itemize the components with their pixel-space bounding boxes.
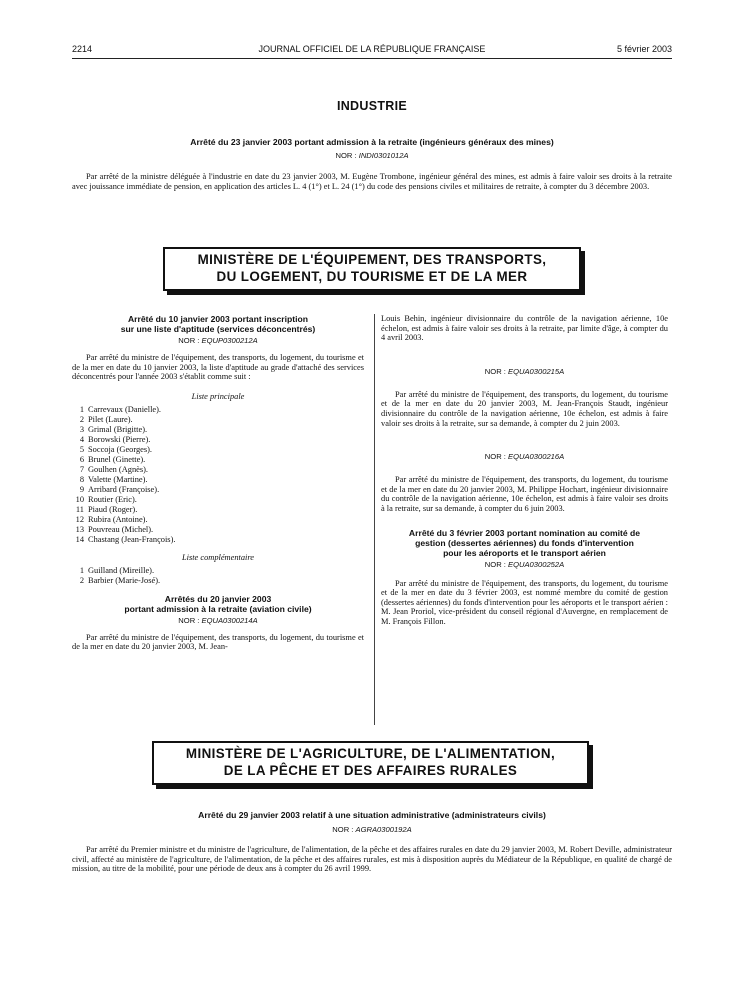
arrete-title-line: Arrêté du 3 février 2003 portant nomination au comité de xyxy=(408,527,641,538)
list-item xyxy=(72,445,364,455)
list-item xyxy=(72,435,364,445)
nor-staudt xyxy=(381,367,668,376)
body-hochart: Par arrêté du ministre de l'équipement, des transports, du logement, du tourisme et de la mer en date du 20 janvier 2003, M. Philippe Hochart, ingénieur divisionnaire du contrôle de la navigation aérienne, 10e échelon, est admis à faire valoir ses droits à la retraite, sur sa demande, à compter du 6 juin 2003. xyxy=(381,475,668,513)
body-retraite-behin-start: Par arrêté du ministre de l'équipement, des transports, du logement, du tourisme et de la mer en date du 20 janvier 2003, M. Jean- xyxy=(72,632,364,652)
nor-label: NOR : xyxy=(484,559,506,569)
list-item-number: 7 xyxy=(79,464,84,474)
list-item-number: 13 xyxy=(75,524,84,534)
list-item-number: 2 xyxy=(79,575,84,585)
header-rule xyxy=(72,58,672,59)
list-item-number: 2 xyxy=(79,414,84,424)
nor-label: NOR : xyxy=(178,336,200,345)
nor-label: NOR : xyxy=(484,452,506,462)
list-item-name: Piaud (Roger). xyxy=(88,504,138,514)
arrete-title-line: portant admission à la retraite (aviation civile) xyxy=(124,603,312,614)
liste-complementaire xyxy=(72,566,364,586)
list-item xyxy=(72,566,364,576)
body-retraite-behin-cont: Louis Behin, ingénieur divisionnaire du contrôle de la navigation aérienne, 10e échelon, est admis à faire valoir ses droits à la retraite, par limite d'âge, à compter du 4 avril 2003. xyxy=(381,314,668,343)
arrete-title-line: pour les aéroports et le transport aérien xyxy=(443,547,606,558)
arrete-title-agriculture: Arrêté du 29 janvier 2003 relatif à une situation administrative (administrateurs civils) xyxy=(198,810,546,820)
list-item-name: Routier (Eric). xyxy=(88,494,137,504)
list-item xyxy=(72,505,364,515)
body-nomination: Par arrêté du ministre de l'équipement, des transports, du logement, du tourisme et de la mer en date du 3 février 2003, est nommé membre du comité de gestion (dessertes aériennes) du fonds d'intervention pour les aéroports et le transport aérien : M. Jean Proriol, vice-président du conseil régional d'Auvergne, en remplacement de M. François Fillon. xyxy=(381,578,668,626)
list-item-name: Grimal (Brigitte). xyxy=(88,424,148,434)
nor-liste-aptitude xyxy=(72,336,364,345)
subhead-liste-principale: Liste principale xyxy=(191,391,245,401)
nor-code: EQUA0300214A xyxy=(201,615,258,625)
ministry-line2: DU LOGEMENT, DU TOURISME ET DE LA MER xyxy=(216,269,528,284)
arrete-title-line: gestion (dessertes aériennes) du fonds d'intervention xyxy=(415,537,634,548)
page-header xyxy=(72,44,672,58)
list-item-number: 12 xyxy=(75,514,84,524)
nor-label: NOR : xyxy=(484,366,506,376)
list-item xyxy=(72,425,364,435)
ministry-box-equipement xyxy=(163,247,581,291)
nor-nomination xyxy=(381,560,668,569)
ministry-line1: MINISTÈRE DE L'AGRICULTURE, DE L'ALIMENTATION, xyxy=(185,746,556,761)
arrete-title-line: Arrêté du 10 janvier 2003 portant inscription xyxy=(127,314,309,324)
list-item-name: Rubira (Antoine). xyxy=(88,514,148,524)
list-item-name: Goulhen (Agnès). xyxy=(88,464,149,474)
list-item xyxy=(72,515,364,525)
list-item xyxy=(72,415,364,425)
liste-principale xyxy=(72,405,364,545)
list-item-number: 5 xyxy=(79,444,84,454)
list-item-number: 3 xyxy=(79,424,84,434)
list-item xyxy=(72,495,364,505)
nor-label: NOR : xyxy=(178,615,200,625)
nor-code: EQUA0300252A xyxy=(508,559,565,569)
list-item-name: Arribard (Françoise). xyxy=(88,484,160,494)
right-column xyxy=(381,314,668,627)
nor-code: EQUP0300212A xyxy=(201,336,258,345)
page-number: 2214 xyxy=(72,44,93,54)
list-item-number: 1 xyxy=(79,404,84,414)
nor-hochart xyxy=(381,452,668,461)
list-item-name: Brunel (Ginette). xyxy=(88,454,146,464)
list-item xyxy=(72,475,364,485)
list-item-number: 1 xyxy=(79,565,84,575)
body-liste-aptitude: Par arrêté du ministre de l'équipement, des transports, du logement, du tourisme et de la mer en date du 10 janvier 2003, la liste d'aptitude au grade d'attaché des services déconcentrés pour l'année 2003 s'établit comme suit : xyxy=(72,353,364,382)
list-item-name: Carrevaux (Danielle). xyxy=(88,404,162,414)
body-industrie: Par arrêté de la ministre déléguée à l'industrie en date du 23 janvier 2003, M. Eugène Trombone, ingénieur général des mines, est admis à faire valoir ses droits à la retraite avec jouissance immédiate de pension, en application des articles L. 4 (1°) et L. 24 (1°) du code des pensions civiles et militaires de retraite, à compter du 3 décembre 2003. xyxy=(72,172,672,191)
list-item xyxy=(72,535,364,545)
nor-label: NOR : xyxy=(335,151,357,160)
list-item-number: 11 xyxy=(75,504,84,514)
body-staudt: Par arrêté du ministre de l'équipement, des transports, du logement, du tourisme et de la mer en date du 20 janvier 2003, M. Jean-François Staudt, ingénieur divisionnaire du contrôle de la navigation aérienne, 10e échelon, est admis à faire valoir ses droits à la retraite, sur sa demande, à compter du 2 juin 2003. xyxy=(381,389,668,428)
list-item-name: Borowski (Pierre). xyxy=(88,434,151,444)
ministry-line1: MINISTÈRE DE L'ÉQUIPEMENT, DES TRANSPORTS, xyxy=(197,252,547,267)
journal-title: JOURNAL OFFICIEL DE LA RÉPUBLIQUE FRANÇAISE xyxy=(258,44,486,54)
list-item xyxy=(72,576,364,586)
list-item-name: Pouvreau (Michel). xyxy=(88,524,154,534)
nor-code: INDI0301012A xyxy=(358,151,409,160)
issue-date: 5 février 2003 xyxy=(616,44,672,54)
list-item-name: Valette (Martine). xyxy=(88,474,148,484)
list-item-number: 10 xyxy=(75,494,84,504)
arrete-title-industrie: Arrêté du 23 janvier 2003 portant admission à la retraite (ingénieurs généraux des mines) xyxy=(190,137,554,147)
list-item-number: 6 xyxy=(79,454,84,464)
list-item xyxy=(72,455,364,465)
list-item xyxy=(72,485,364,495)
list-item-name: Chastang (Jean-François). xyxy=(88,534,176,544)
list-item xyxy=(72,525,364,535)
nor-code: EQUA0300215A xyxy=(508,366,565,376)
section-title-industrie: INDUSTRIE xyxy=(336,99,408,113)
list-item-name: Pilet (Laure). xyxy=(88,414,133,424)
nor-agriculture xyxy=(72,825,672,834)
ministry-box-agriculture xyxy=(152,741,589,785)
list-item-number: 14 xyxy=(75,534,84,544)
list-item xyxy=(72,465,364,475)
nor-label: NOR : xyxy=(332,825,354,834)
arrete-title-nomination xyxy=(381,528,668,558)
list-item-name: Barbier (Marie-José). xyxy=(88,575,161,585)
list-item-number: 9 xyxy=(79,484,84,494)
nor-retraite-aviation xyxy=(72,616,364,625)
nor-code: AGRA0300192A xyxy=(355,825,412,834)
list-item-number: 4 xyxy=(79,434,84,444)
ministry-line2: DE LA PÊCHE ET DES AFFAIRES RURALES xyxy=(223,763,518,778)
list-item-number: 8 xyxy=(79,474,84,484)
list-item xyxy=(72,405,364,415)
list-item-name: Soccoja (Georges). xyxy=(88,444,153,454)
subhead-liste-complementaire: Liste complémentaire xyxy=(181,552,255,562)
arrete-title-line: sur une liste d'aptitude (services déconcentrés) xyxy=(120,324,316,334)
list-item-name: Guilland (Mireille). xyxy=(88,565,155,575)
arrete-title-retraite-aviation xyxy=(72,594,364,614)
body-agriculture: Par arrêté du Premier ministre et du ministre de l'agriculture, de l'alimentation, de la pêche et des affaires rurales en date du 29 janvier 2003, M. Robert Deville, administrateur civil, affecté au ministère de l'agriculture, de l'alimentation, de la pêche et des affaires rurales, est mis à disposition auprès du Médiateur de la République, en qualité de chargé de mission, au titre de la mobilité, pour une période de deux ans à compter du 26 avril 1999. xyxy=(72,845,672,874)
arrete-title-line: Arrêtés du 20 janvier 2003 xyxy=(164,593,272,604)
nor-code: EQUA0300216A xyxy=(508,452,565,462)
left-column xyxy=(72,314,364,652)
nor-industrie xyxy=(72,151,672,160)
column-divider xyxy=(374,314,375,725)
arrete-title-liste-aptitude xyxy=(72,314,364,334)
